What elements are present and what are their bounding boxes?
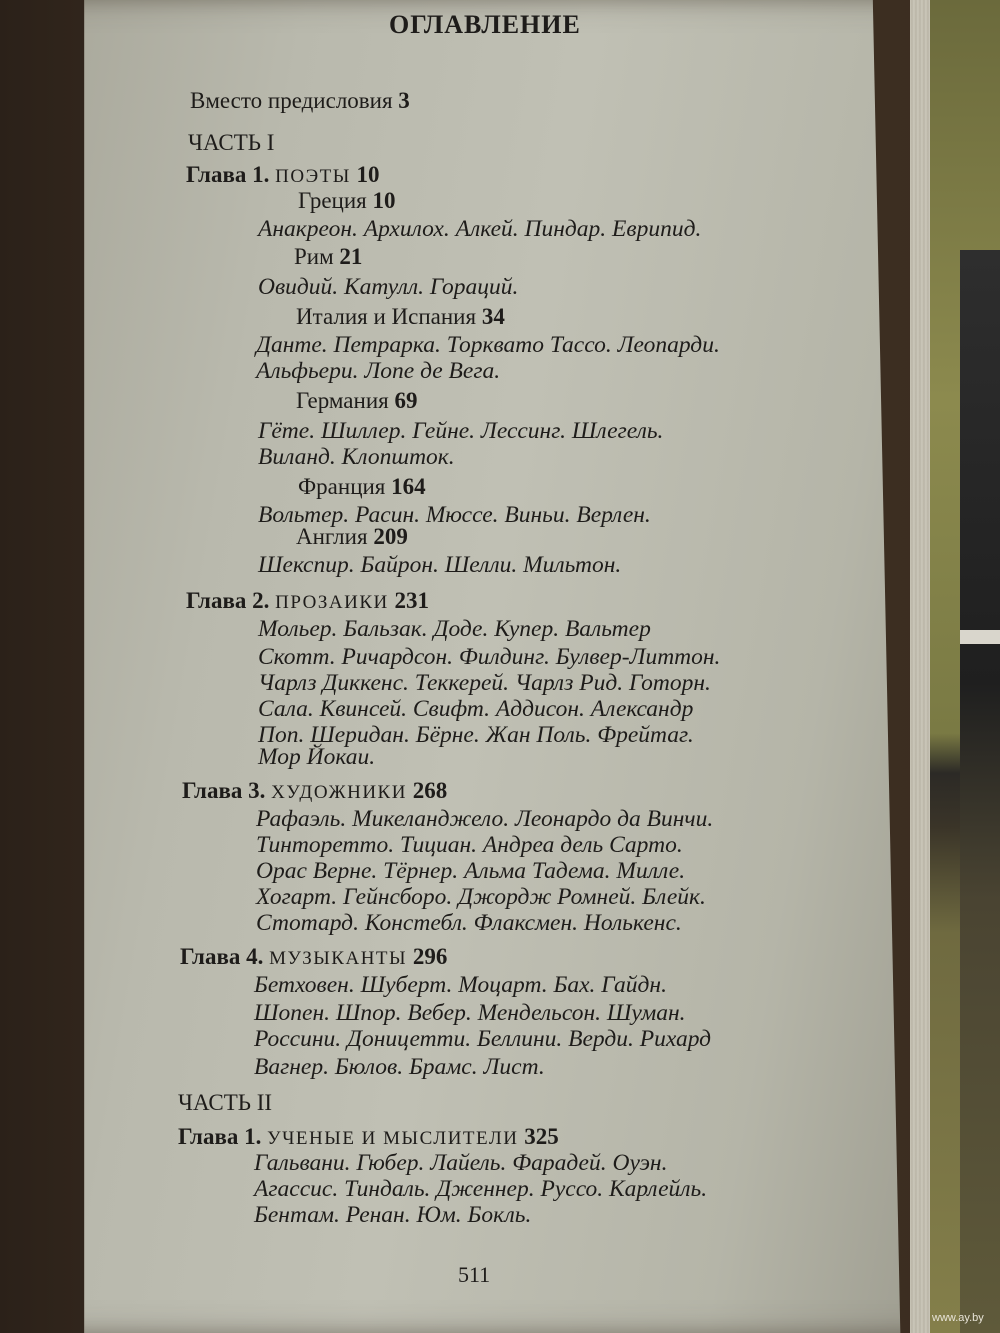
- toc-section-france: [298, 474, 426, 500]
- chapter-label: Глава 1.: [186, 162, 270, 187]
- section-names-line: Овидий. Катулл. Гораций.: [258, 274, 519, 300]
- section-title: Германия: [296, 388, 389, 413]
- chapter-page: 231: [394, 588, 429, 613]
- part-2-heading: ЧАСТЬ II: [178, 1090, 273, 1115]
- chapter-label: Глава 2.: [186, 588, 270, 613]
- chapter-names-line: Поп. Шеридан. Бёрне. Жан Поль. Фрейтаг.: [258, 722, 694, 748]
- toc-part2-chapter-1: [178, 1124, 559, 1150]
- chapter-page: 10: [356, 162, 380, 187]
- section-names-line: Гёте. Шиллер. Гейне. Лессинг. Шлегель.: [258, 418, 664, 444]
- toc-chapter-2: [186, 588, 429, 614]
- section-page: 10: [372, 188, 396, 213]
- toc-section-rome: [294, 244, 362, 270]
- cover-white-band: [960, 630, 1000, 644]
- section-page: 21: [339, 244, 363, 269]
- toc-heading: ОГЛАВЛЕНИЕ: [389, 10, 581, 39]
- chapter-label: Глава 4.: [180, 944, 264, 969]
- toc-section-germany: [296, 388, 417, 414]
- section-names-line: Вольтер. Расин. Мюссе. Виньи. Верлен.: [258, 502, 651, 528]
- watermark: www.ay.by: [932, 1312, 984, 1324]
- adjacent-book-cover: [930, 0, 1000, 1333]
- section-names-line: Альфьери. Лопе де Вега.: [256, 358, 501, 384]
- chapter-names-line: Шопен. Шпор. Вебер. Мендельсон. Шуман.: [254, 1000, 686, 1026]
- chapter-names-line: Сала. Квинсей. Свифт. Аддисон. Александр: [258, 696, 694, 722]
- chapter-title: ПРОЗАИКИ: [275, 592, 389, 613]
- section-title: Англия: [296, 524, 368, 549]
- chapter-names-line: Агассис. Тиндаль. Дженнер. Руссо. Карлейль.: [254, 1176, 708, 1202]
- part-1-heading: ЧАСТЬ I: [188, 130, 275, 155]
- chapter-names-line: Чарлз Диккенс. Теккерей. Чарлз Рид. Готорн.: [258, 670, 711, 696]
- section-page: 164: [391, 474, 426, 499]
- chapter-names-line: Бентам. Ренан. Юм. Бокль.: [254, 1202, 532, 1228]
- chapter-page: 296: [412, 944, 448, 969]
- chapter-names-line: Бетховен. Шуберт. Моцарт. Бах. Гайдн.: [254, 972, 667, 998]
- toc-section-england: [296, 524, 408, 550]
- toc-chapter-3: [182, 778, 447, 804]
- preface-page: 3: [398, 88, 410, 113]
- toc-chapter-4: [180, 944, 447, 970]
- section-names-line: Шекспир. Байрон. Шелли. Мильтон.: [258, 552, 622, 578]
- toc-chapter-1: [186, 162, 380, 188]
- page-number: 511: [458, 1262, 491, 1287]
- section-title: Франция: [298, 474, 386, 499]
- chapter-names-line: Хогарт. Гейнсборо. Джордж Ромней. Блейк.: [256, 884, 706, 910]
- section-page: 34: [481, 304, 505, 329]
- chapter-names-line: Рафаэль. Микеланджело. Леонардо да Винчи.: [256, 806, 714, 832]
- chapter-names-line: Тинторетто. Тициан. Андреа дель Сарто.: [256, 832, 683, 858]
- section-names-line: Анакреон. Архилох. Алкей. Пиндар. Еврипид.: [258, 216, 702, 242]
- section-names-line: Виланд. Клопшток.: [258, 444, 455, 470]
- cover-dark-band: [960, 250, 1000, 1333]
- toc-section-greece: [298, 188, 396, 214]
- section-names-line: Данте. Петрарка. Торквато Тассо. Леопарди.: [256, 332, 720, 358]
- section-page: 209: [373, 524, 408, 549]
- section-title: Италия и Испания: [296, 304, 477, 329]
- section-title: Греция: [298, 188, 367, 213]
- page-edges: [910, 0, 930, 1333]
- chapter-page: 268: [412, 778, 448, 803]
- chapter-page: 325: [524, 1124, 559, 1149]
- chapter-names-line: Вагнер. Бюлов. Брамс. Лист.: [254, 1054, 545, 1080]
- chapter-names-line: Гальвани. Гюбер. Лайель. Фарадей. Оуэн.: [254, 1150, 668, 1176]
- toc-section-italy-spain: [296, 304, 505, 330]
- chapter-names-line: Мор Йокаи.: [258, 744, 376, 770]
- chapter-names-line: Мольер. Бальзак. Доде. Купер. Вальтер: [258, 616, 651, 642]
- toc-entry-preface: [190, 88, 410, 114]
- chapter-names-line: Орас Верне. Тёрнер. Альма Тадема. Милле.: [256, 858, 686, 884]
- chapter-title: ПОЭТЫ: [275, 166, 351, 187]
- chapter-title: ХУДОЖНИКИ: [271, 782, 407, 803]
- chapter-title: МУЗЫКАНТЫ: [269, 948, 408, 969]
- chapter-label: Глава 3.: [182, 778, 266, 803]
- preface-title: Вместо предисловия: [190, 88, 393, 113]
- section-title: Рим: [294, 244, 334, 269]
- chapter-names-line: Россини. Доницетти. Беллини. Верди. Рихард: [254, 1026, 712, 1052]
- section-page: 69: [394, 388, 418, 413]
- chapter-names-line: Скотт. Ричардсон. Филдинг. Булвер-Литтон.: [258, 644, 721, 670]
- chapter-names-line: Стотард. Констебл. Флаксмен. Нолькенс.: [256, 910, 682, 936]
- chapter-label: Глава 1.: [178, 1124, 262, 1149]
- chapter-title: УЧЕНЫЕ И МЫСЛИТЕЛИ: [267, 1128, 519, 1149]
